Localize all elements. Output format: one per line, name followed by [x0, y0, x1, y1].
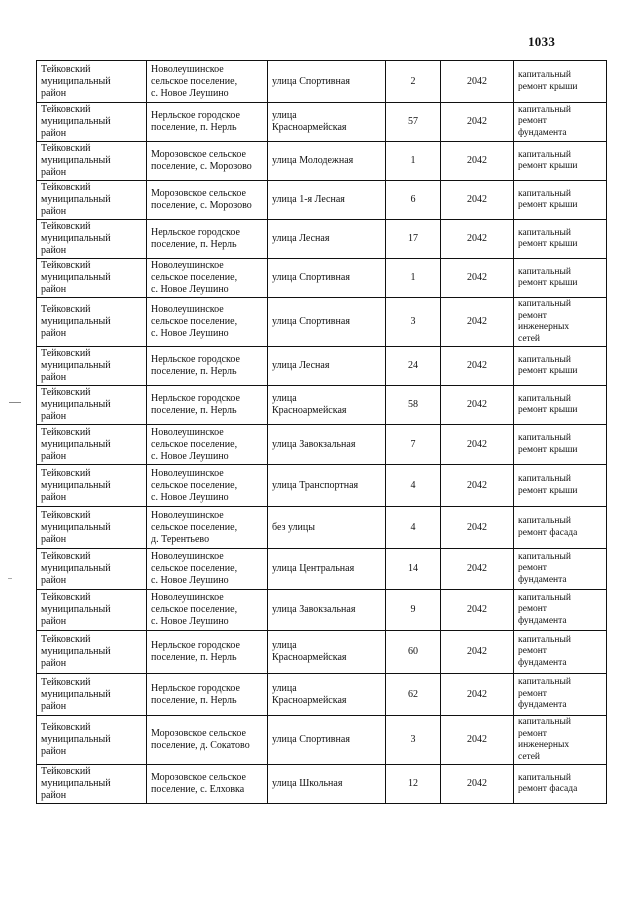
year-cell-text: 2042 — [467, 521, 487, 533]
street-cell — [268, 386, 386, 425]
table-row — [37, 631, 607, 674]
district-cell — [37, 347, 147, 386]
year-cell-text: 2042 — [467, 604, 487, 615]
street-cell-text: улица Спортивная — [272, 272, 350, 283]
year-cell — [441, 220, 514, 259]
work-type-cell-text: капитальный ремонт фасада — [518, 516, 578, 538]
table-row — [37, 386, 607, 425]
street-cell — [268, 347, 386, 386]
year-cell — [441, 590, 514, 631]
settlement-cell — [147, 465, 268, 507]
house-number-cell — [386, 386, 441, 425]
district-cell-text: Тейковский муниципальный район — [41, 260, 111, 295]
house-number-cell — [386, 220, 441, 259]
settlement-cell-text: Морозовское сельское поселение, с. Морозово — [151, 149, 252, 172]
year-cell-text: 2042 — [467, 194, 487, 205]
year-cell — [441, 259, 514, 298]
work-type-cell-text: капитальный ремонт фундамента — [518, 104, 571, 138]
district-cell-text: Тейковский муниципальный район — [41, 221, 111, 256]
house-number-cell-text: 9 — [410, 604, 416, 615]
house-number-cell-text: 2 — [410, 75, 416, 87]
district-cell — [37, 631, 147, 674]
settlement-cell — [147, 674, 268, 716]
table-row — [37, 347, 607, 386]
settlement-cell-text: Новолеушинское сельское поселение, д. Терентьево — [151, 509, 238, 545]
page-number: 1033 — [528, 34, 556, 49]
work-type-cell — [514, 425, 607, 465]
settlement-cell-text: Новолеушинское сельское поселение, с. Новое Леушино — [151, 304, 238, 339]
settlement-cell — [147, 61, 268, 103]
work-type-cell-text: капитальный ремонт крыши — [518, 266, 578, 288]
street-cell — [268, 142, 386, 181]
scan-artifact-mark — [9, 402, 21, 403]
street-cell-text: улица Центральная — [272, 563, 355, 574]
street-cell — [268, 765, 386, 804]
settlement-cell-text: Новолеушинское сельское поселение, с. Новое Леушино — [151, 551, 238, 586]
work-type-cell-text: капитальный ремонт крыши — [518, 474, 578, 496]
table-row — [37, 765, 607, 804]
table-body — [37, 61, 607, 804]
settlement-cell-text: Морозовское сельское поселение, д. Сокатово — [151, 728, 250, 751]
district-cell — [37, 181, 147, 220]
scan-artifact-mark — [8, 578, 12, 579]
street-cell-text: улица Завокзальная — [272, 438, 356, 450]
street-cell — [268, 716, 386, 765]
street-cell — [268, 674, 386, 716]
settlement-cell-text: Нерльское городское поселение, п. Нерль — [151, 354, 240, 377]
house-number-cell — [386, 674, 441, 716]
settlement-cell-text: Новолеушинское сельское поселение, с. Новое Леушино — [151, 426, 238, 462]
district-cell — [37, 103, 147, 142]
district-cell — [37, 674, 147, 716]
district-cell-text: Тейковский муниципальный район — [41, 467, 111, 503]
work-type-cell-text: капитальный ремонт фасада — [518, 772, 578, 794]
district-cell — [37, 142, 147, 181]
year-cell — [441, 386, 514, 425]
work-type-cell — [514, 298, 607, 347]
house-number-cell — [386, 259, 441, 298]
street-cell — [268, 425, 386, 465]
street-cell — [268, 549, 386, 590]
district-cell-text: Тейковский муниципальный район — [41, 766, 111, 801]
table-row — [37, 220, 607, 259]
work-type-cell-text: капитальный ремонт фундамента — [518, 634, 571, 668]
house-number-cell-text: 4 — [410, 479, 416, 491]
house-number-cell-text: 58 — [408, 399, 418, 410]
house-number-cell-text: 24 — [408, 360, 418, 371]
table-row — [37, 61, 607, 103]
work-type-cell-text: капитальный ремонт инженерных сетей — [518, 299, 571, 344]
house-number-cell-text: 4 — [410, 521, 416, 533]
year-cell-text: 2042 — [467, 75, 487, 87]
year-cell-text: 2042 — [467, 116, 487, 127]
street-cell-text: улица Завокзальная — [272, 604, 356, 615]
street-cell-text: улица Красноармейская — [272, 110, 347, 133]
street-cell — [268, 631, 386, 674]
house-number-cell — [386, 765, 441, 804]
table-row — [37, 259, 607, 298]
work-type-cell — [514, 61, 607, 103]
street-cell-text: улица Молодежная — [272, 155, 354, 166]
work-type-cell — [514, 347, 607, 386]
year-cell — [441, 716, 514, 765]
settlement-cell — [147, 259, 268, 298]
table-row — [37, 103, 607, 142]
table-row — [37, 674, 607, 716]
district-cell — [37, 465, 147, 507]
district-cell-text: Тейковский муниципальный район — [41, 63, 111, 99]
district-cell-text: Тейковский муниципальный район — [41, 676, 111, 712]
year-cell-text: 2042 — [467, 479, 487, 491]
work-type-cell — [514, 465, 607, 507]
year-cell — [441, 61, 514, 103]
street-cell — [268, 220, 386, 259]
house-number-cell-text: 17 — [408, 233, 418, 244]
year-cell — [441, 465, 514, 507]
settlement-cell-text: Нерльское городское поселение, п. Нерль — [151, 227, 240, 250]
year-cell — [441, 765, 514, 804]
district-cell-text: Тейковский муниципальный район — [41, 143, 111, 178]
year-cell-text: 2042 — [467, 155, 487, 166]
year-cell — [441, 674, 514, 716]
house-number-cell — [386, 61, 441, 103]
house-number-cell — [386, 425, 441, 465]
settlement-cell — [147, 590, 268, 631]
district-cell — [37, 220, 147, 259]
house-number-cell — [386, 181, 441, 220]
work-type-cell-text: капитальный ремонт крыши — [518, 354, 578, 376]
street-cell-text: без улицы — [272, 521, 315, 533]
house-number-cell-text: 12 — [408, 778, 418, 789]
work-type-cell — [514, 716, 607, 765]
year-cell-text: 2042 — [467, 272, 487, 283]
district-cell-text: Тейковский муниципальный район — [41, 722, 111, 757]
street-cell — [268, 465, 386, 507]
work-type-cell — [514, 549, 607, 590]
house-number-cell-text: 1 — [410, 155, 416, 166]
street-cell — [268, 61, 386, 103]
house-number-cell — [386, 298, 441, 347]
work-type-cell-text: капитальный ремонт инженерных сетей — [518, 717, 571, 762]
year-cell — [441, 298, 514, 347]
district-cell — [37, 298, 147, 347]
street-cell-text: улица Красноармейская — [272, 640, 347, 663]
street-cell-text: улица Транспортная — [272, 479, 359, 491]
table-row — [37, 590, 607, 631]
house-number-cell-text: 7 — [410, 438, 416, 450]
street-cell-text: улица Лесная — [272, 233, 330, 244]
district-cell — [37, 386, 147, 425]
work-type-cell-text: капитальный ремонт крыши — [518, 149, 578, 171]
house-number-cell — [386, 716, 441, 765]
district-cell — [37, 425, 147, 465]
repair-schedule-table — [36, 60, 607, 804]
street-cell-text: улица 1-я Лесная — [272, 194, 345, 205]
settlement-cell — [147, 103, 268, 142]
district-cell — [37, 590, 147, 631]
street-cell — [268, 103, 386, 142]
settlement-cell — [147, 298, 268, 347]
work-type-cell — [514, 386, 607, 425]
work-type-cell — [514, 590, 607, 631]
settlement-cell — [147, 549, 268, 590]
house-number-cell — [386, 590, 441, 631]
year-cell — [441, 347, 514, 386]
year-cell — [441, 181, 514, 220]
district-cell-text: Тейковский муниципальный район — [41, 104, 111, 139]
street-cell — [268, 259, 386, 298]
table-row — [37, 549, 607, 590]
settlement-cell — [147, 765, 268, 804]
house-number-cell-text: 3 — [410, 316, 416, 327]
street-cell-text: улица Школьная — [272, 778, 343, 789]
house-number-cell — [386, 465, 441, 507]
table-row — [37, 465, 607, 507]
table-row — [37, 181, 607, 220]
house-number-cell — [386, 631, 441, 674]
district-cell-text: Тейковский муниципальный район — [41, 182, 111, 217]
district-cell — [37, 765, 147, 804]
settlement-cell-text: Новолеушинское сельское поселение, с. Новое Леушино — [151, 63, 238, 99]
work-type-cell — [514, 103, 607, 142]
house-number-cell — [386, 103, 441, 142]
settlement-cell-text: Новолеушинское сельское поселение, с. Новое Леушино — [151, 592, 238, 627]
settlement-cell-text: Нерльское городское поселение, п. Нерль — [151, 393, 240, 416]
house-number-cell-text: 62 — [408, 688, 418, 700]
district-cell-text: Тейковский муниципальный район — [41, 304, 111, 339]
year-cell — [441, 142, 514, 181]
year-cell-text: 2042 — [467, 778, 487, 789]
year-cell — [441, 103, 514, 142]
house-number-cell-text: 14 — [408, 563, 418, 574]
work-type-cell — [514, 259, 607, 298]
house-number-cell — [386, 347, 441, 386]
work-type-cell-text: капитальный ремонт фундамента — [518, 677, 571, 711]
district-cell — [37, 549, 147, 590]
district-cell — [37, 61, 147, 103]
settlement-cell-text: Новолеушинское сельское поселение, с. Новое Леушино — [151, 467, 238, 503]
district-cell — [37, 716, 147, 765]
year-cell-text: 2042 — [467, 233, 487, 244]
settlement-cell-text: Нерльское городское поселение, п. Нерль — [151, 110, 240, 133]
work-type-cell-text: капитальный ремонт крыши — [518, 393, 578, 415]
work-type-cell — [514, 142, 607, 181]
district-cell-text: Тейковский муниципальный район — [41, 426, 111, 462]
table-row — [37, 298, 607, 347]
settlement-cell-text: Нерльское городское поселение, п. Нерль — [151, 640, 240, 663]
street-cell-text: улица Красноармейская — [272, 393, 347, 416]
street-cell — [268, 298, 386, 347]
settlement-cell — [147, 347, 268, 386]
house-number-cell — [386, 549, 441, 590]
settlement-cell — [147, 425, 268, 465]
settlement-cell-text: Морозовское сельское поселение, с. Морозово — [151, 188, 252, 211]
table-row — [37, 142, 607, 181]
settlement-cell — [147, 142, 268, 181]
work-type-cell-text: капитальный ремонт крыши — [518, 70, 578, 92]
district-cell — [37, 507, 147, 549]
street-cell-text: улица Спортивная — [272, 75, 350, 87]
street-cell — [268, 507, 386, 549]
work-type-cell — [514, 507, 607, 549]
street-cell-text: улица Спортивная — [272, 734, 350, 745]
street-cell — [268, 590, 386, 631]
district-cell-text: Тейковский муниципальный район — [41, 387, 111, 422]
year-cell-text: 2042 — [467, 646, 487, 657]
work-type-cell — [514, 674, 607, 716]
table-row — [37, 716, 607, 765]
work-type-cell-text: капитальный ремонт крыши — [518, 188, 578, 210]
table-row — [37, 507, 607, 549]
house-number-cell — [386, 142, 441, 181]
house-number-cell-text: 6 — [410, 194, 416, 205]
settlement-cell — [147, 386, 268, 425]
settlement-cell-text: Нерльское городское поселение, п. Нерль — [151, 682, 240, 706]
table-row — [37, 425, 607, 465]
settlement-cell-text: Морозовское сельское поселение, с. Елховка — [151, 772, 246, 795]
house-number-cell-text: 57 — [408, 116, 418, 127]
work-type-cell — [514, 631, 607, 674]
year-cell-text: 2042 — [467, 399, 487, 410]
year-cell-text: 2042 — [467, 438, 487, 450]
house-number-cell — [386, 507, 441, 549]
settlement-cell — [147, 507, 268, 549]
year-cell — [441, 631, 514, 674]
street-cell-text: улица Спортивная — [272, 316, 350, 327]
work-type-cell-text: капитальный ремонт фундамента — [518, 592, 571, 626]
year-cell-text: 2042 — [467, 316, 487, 327]
work-type-cell-text: капитальный ремонт крыши — [518, 433, 578, 455]
district-cell-text: Тейковский муниципальный район — [41, 634, 111, 669]
house-number-cell-text: 60 — [408, 646, 418, 657]
year-cell — [441, 549, 514, 590]
year-cell-text: 2042 — [467, 688, 487, 700]
street-cell-text: улица Лесная — [272, 360, 330, 371]
settlement-cell-text: Новолеушинское сельское поселение, с. Новое Леушино — [151, 260, 238, 295]
settlement-cell — [147, 181, 268, 220]
year-cell — [441, 425, 514, 465]
work-type-cell — [514, 220, 607, 259]
settlement-cell — [147, 716, 268, 765]
house-number-cell-text: 1 — [410, 272, 416, 283]
house-number-cell-text: 3 — [410, 734, 416, 745]
year-cell-text: 2042 — [467, 563, 487, 574]
year-cell-text: 2042 — [467, 360, 487, 371]
settlement-cell — [147, 220, 268, 259]
work-type-cell-text: капитальный ремонт крыши — [518, 227, 578, 249]
district-cell-text: Тейковский муниципальный район — [41, 509, 111, 545]
year-cell-text: 2042 — [467, 734, 487, 745]
street-cell — [268, 181, 386, 220]
year-cell — [441, 507, 514, 549]
street-cell-text: улица Красноармейская — [272, 682, 347, 706]
work-type-cell-text: капитальный ремонт фундамента — [518, 551, 571, 585]
work-type-cell — [514, 765, 607, 804]
work-type-cell — [514, 181, 607, 220]
district-cell-text: Тейковский муниципальный район — [41, 592, 111, 627]
district-cell — [37, 259, 147, 298]
district-cell-text: Тейковский муниципальный район — [41, 348, 111, 383]
district-cell-text: Тейковский муниципальный район — [41, 551, 111, 586]
settlement-cell — [147, 631, 268, 674]
